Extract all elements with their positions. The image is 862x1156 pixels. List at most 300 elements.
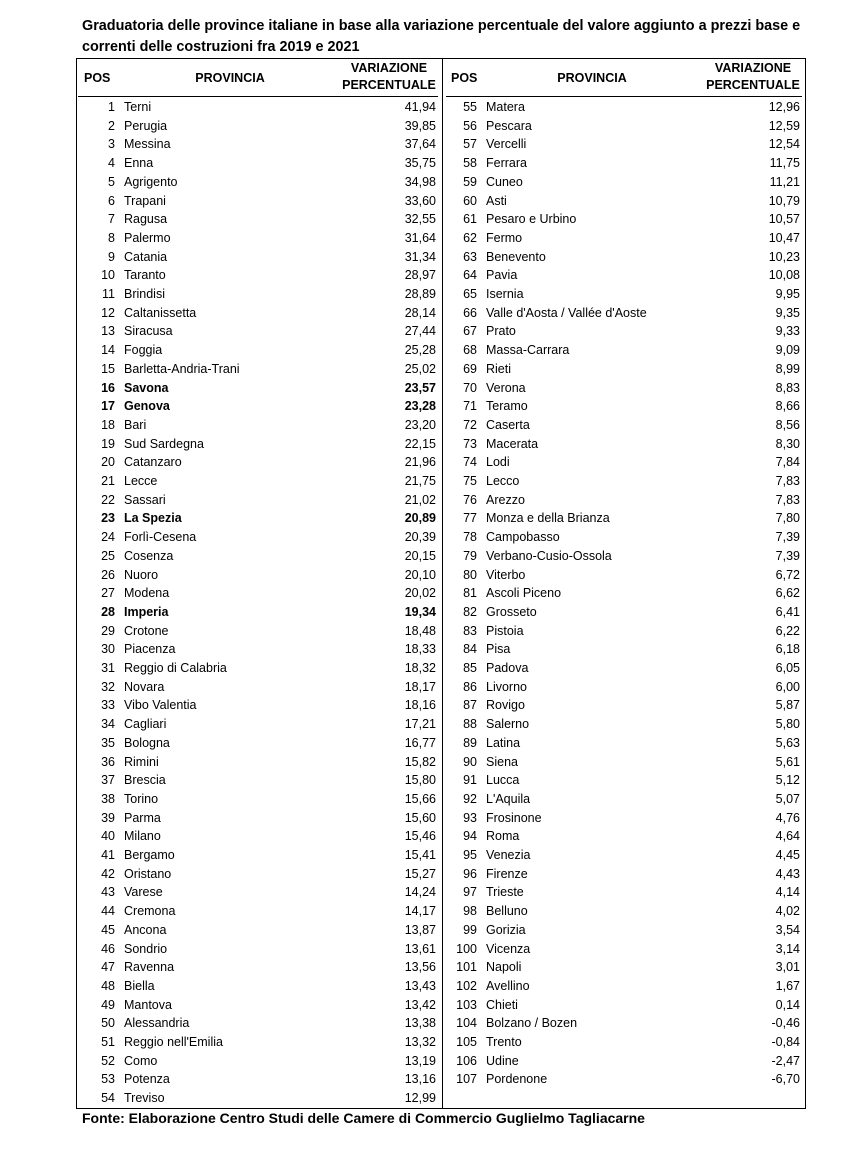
row-pos: 73: [463, 436, 477, 451]
row-pos: 25: [101, 548, 115, 563]
row-provincia: Torino: [124, 791, 159, 806]
table-row: [79, 603, 440, 622]
row-provincia: Catanzaro: [124, 455, 182, 470]
row-pos: 81: [463, 586, 477, 601]
table-row: [441, 210, 803, 229]
row-provincia: Lecco: [486, 474, 520, 488]
header-underline-left: [78, 96, 438, 97]
table-row: [79, 771, 440, 790]
row-variazione: 6,00: [775, 679, 800, 694]
row-pos: 64: [463, 268, 477, 283]
table-row: [441, 547, 803, 566]
row-variazione: 3,54: [775, 922, 800, 937]
row-variazione: 15,80: [404, 773, 436, 788]
row-provincia: Isernia: [486, 287, 524, 301]
table-row: [441, 809, 803, 828]
row-pos: 11: [102, 287, 115, 301]
row-variazione: 28,14: [404, 305, 436, 320]
row-provincia: Cremona: [124, 904, 176, 919]
row-pos: 22: [101, 492, 115, 507]
row-variazione: 7,80: [775, 511, 800, 526]
row-variazione: 13,42: [404, 997, 436, 1012]
table-row: [79, 117, 440, 136]
row-variazione: 19,34: [404, 604, 436, 619]
row-pos: 37: [101, 773, 115, 788]
row-provincia: Lecce: [124, 474, 158, 488]
row-pos: 75: [463, 474, 477, 488]
table-row: [79, 715, 440, 734]
table-row: [79, 266, 440, 285]
row-variazione: 20,15: [404, 548, 436, 563]
row-pos: 43: [101, 885, 115, 900]
row-variazione: 10,08: [768, 268, 800, 283]
row-variazione: 33,60: [404, 193, 436, 208]
table-row: [79, 192, 440, 211]
table-row: [441, 640, 803, 659]
row-provincia: Campobasso: [486, 530, 560, 545]
row-provincia: Como: [124, 1053, 158, 1068]
row-pos: 87: [463, 698, 477, 713]
row-provincia: Bolzano / Bozen: [486, 1016, 578, 1031]
row-pos: 92: [463, 791, 477, 806]
row-variazione: 11,21: [769, 174, 800, 189]
row-provincia: Udine: [486, 1053, 519, 1068]
header-provincia-right: PROVINCIA: [557, 71, 627, 85]
row-provincia: Crotone: [124, 623, 169, 638]
row-provincia: Ragusa: [124, 212, 168, 227]
row-provincia: Treviso: [124, 1091, 165, 1106]
row-pos: 102: [456, 978, 477, 993]
row-provincia: Gorizia: [486, 922, 526, 937]
table-row: [441, 472, 803, 491]
row-provincia: Foggia: [124, 343, 163, 358]
table-row: [441, 192, 803, 211]
row-pos: 8: [108, 230, 115, 245]
row-variazione: 4,43: [775, 866, 800, 881]
row-pos: 77: [463, 511, 477, 526]
table-row: [79, 154, 440, 173]
row-pos: 63: [463, 249, 477, 264]
row-provincia: Cosenza: [124, 548, 174, 563]
row-provincia: Livorno: [486, 679, 527, 694]
row-variazione: 5,07: [775, 791, 800, 806]
row-pos: 86: [463, 679, 477, 694]
table-row: [79, 622, 440, 641]
table-row: [441, 266, 803, 285]
row-pos: 6: [108, 193, 115, 208]
table-row: [79, 322, 440, 341]
row-provincia: Brindisi: [124, 287, 165, 301]
row-variazione: 23,28: [404, 399, 436, 414]
row-provincia: Vercelli: [486, 137, 527, 152]
table-row: [441, 341, 803, 360]
row-pos: 60: [463, 193, 477, 208]
row-pos: 16: [101, 380, 115, 395]
row-pos: 98: [463, 904, 477, 919]
header-variazione-line1: VARIAZIONE: [714, 61, 792, 75]
row-variazione: 6,72: [775, 567, 800, 582]
row-pos: 39: [101, 810, 115, 825]
row-pos: 53: [101, 1072, 115, 1087]
row-pos: 50: [101, 1016, 115, 1031]
row-provincia: Nuoro: [124, 567, 159, 582]
header-underline-right: [446, 96, 802, 97]
table-row: [79, 753, 440, 772]
row-variazione: 7,84: [775, 455, 800, 470]
row-pos: 107: [456, 1072, 477, 1087]
table-row: [79, 940, 440, 959]
table-row: [441, 379, 803, 398]
row-pos: 54: [101, 1091, 115, 1106]
row-variazione: 9,35: [775, 305, 800, 320]
row-variazione: 13,19: [404, 1053, 436, 1068]
row-variazione: 8,30: [775, 436, 800, 451]
row-pos: 83: [463, 623, 477, 638]
row-provincia: Piacenza: [124, 642, 176, 657]
row-variazione: 21,02: [404, 492, 436, 507]
row-provincia: Trapani: [124, 193, 166, 208]
row-variazione: 17,21: [404, 717, 436, 732]
table-row: [79, 659, 440, 678]
row-provincia: Teramo: [486, 399, 528, 414]
row-provincia: Terni: [124, 100, 152, 114]
row-variazione: 11,75: [769, 156, 800, 171]
row-provincia: Ancona: [124, 922, 167, 937]
row-variazione: 18,17: [404, 679, 436, 694]
table-row: [79, 379, 440, 398]
row-provincia: Taranto: [124, 268, 166, 283]
row-provincia: Oristano: [124, 866, 172, 881]
row-variazione: -6,70: [771, 1072, 800, 1087]
row-variazione: 4,64: [775, 829, 800, 844]
table-row: [79, 696, 440, 715]
row-variazione: 15,60: [404, 810, 436, 825]
row-variazione: 6,05: [775, 661, 800, 675]
table-row: [79, 883, 440, 902]
row-pos: 3: [108, 137, 115, 152]
row-variazione: 35,75: [404, 156, 436, 171]
row-variazione: 4,02: [775, 904, 800, 919]
row-provincia: Benevento: [486, 249, 546, 264]
row-provincia: Grosseto: [486, 604, 537, 619]
row-pos: 10: [101, 268, 115, 283]
row-provincia: Trento: [486, 1035, 522, 1049]
row-provincia: Padova: [486, 661, 529, 675]
table-row: [441, 154, 803, 173]
row-pos: 33: [101, 698, 115, 713]
row-pos: 79: [463, 548, 477, 563]
row-provincia: Reggio di Calabria: [124, 661, 227, 675]
table-row: [441, 734, 803, 753]
row-variazione: 15,82: [404, 754, 436, 769]
table-row: [79, 1089, 440, 1108]
table-row: [79, 135, 440, 154]
row-variazione: 6,18: [775, 642, 800, 657]
row-pos: 26: [101, 567, 115, 582]
row-variazione: 5,12: [775, 773, 800, 788]
table-row: [441, 248, 803, 267]
row-pos: 57: [463, 137, 477, 152]
table-row: [79, 640, 440, 659]
row-variazione: 15,27: [404, 866, 436, 881]
row-variazione: 20,89: [404, 511, 436, 526]
row-variazione: 18,48: [404, 623, 436, 638]
row-variazione: 7,39: [775, 530, 800, 545]
table-row: [79, 229, 440, 248]
row-provincia: Salerno: [486, 717, 530, 732]
row-pos: 35: [101, 735, 115, 750]
row-provincia: Viterbo: [486, 567, 526, 582]
row-provincia: Novara: [124, 679, 165, 694]
row-variazione: 6,62: [775, 586, 800, 601]
row-provincia: L'Aquila: [486, 791, 531, 806]
row-pos: 62: [463, 230, 477, 245]
row-pos: 2: [108, 118, 115, 133]
row-provincia: Frosinone: [486, 810, 542, 825]
table-row: [79, 977, 440, 996]
row-provincia: Enna: [124, 156, 154, 171]
row-provincia: Reggio nell'Emilia: [124, 1035, 223, 1049]
row-provincia: Pordenone: [486, 1072, 548, 1087]
row-provincia: Agrigento: [124, 174, 178, 189]
row-provincia: Asti: [486, 193, 507, 208]
table-row: [79, 98, 440, 117]
table-row: [79, 846, 440, 865]
row-provincia: Pesaro e Urbino: [486, 212, 577, 227]
table-row: [441, 715, 803, 734]
row-variazione: 5,80: [775, 717, 800, 732]
row-pos: 78: [463, 530, 477, 545]
row-pos: 89: [463, 735, 477, 750]
row-pos: 1: [108, 100, 115, 114]
table-row: [441, 921, 803, 940]
table-row: [441, 603, 803, 622]
row-pos: 82: [463, 604, 477, 619]
row-provincia: Vibo Valentia: [124, 698, 197, 713]
row-pos: 72: [463, 417, 477, 432]
row-variazione: 20,39: [404, 530, 436, 545]
row-provincia: Mantova: [124, 997, 172, 1012]
row-provincia: Perugia: [124, 118, 168, 133]
row-pos: 76: [463, 492, 477, 507]
table-row: [79, 528, 440, 547]
row-provincia: Napoli: [486, 960, 522, 975]
row-pos: 95: [463, 848, 477, 862]
table-row: [441, 1070, 803, 1089]
row-provincia: Pavia: [486, 268, 518, 283]
row-pos: 29: [101, 623, 115, 638]
row-pos: 27: [101, 586, 115, 601]
row-variazione: 21,96: [404, 455, 436, 470]
row-pos: 31: [101, 661, 115, 675]
row-variazione: 27,44: [404, 324, 436, 339]
row-pos: 13: [101, 324, 115, 339]
row-provincia: Arezzo: [486, 492, 525, 507]
row-pos: 71: [463, 399, 477, 414]
table-row: [441, 865, 803, 884]
row-variazione: 14,17: [404, 904, 436, 919]
row-provincia: Rovigo: [486, 698, 525, 713]
table-row: [79, 1052, 440, 1071]
row-variazione: 15,41: [404, 848, 436, 862]
table-row: [79, 1033, 440, 1052]
row-variazione: 6,22: [775, 623, 800, 638]
table-row: [79, 921, 440, 940]
row-provincia: Siena: [486, 754, 518, 769]
table-row: [441, 117, 803, 136]
row-pos: 15: [101, 361, 115, 376]
row-provincia: Alessandria: [124, 1016, 190, 1031]
row-variazione: 13,56: [404, 960, 436, 975]
row-variazione: 12,59: [768, 118, 800, 133]
row-variazione: 10,57: [768, 212, 800, 227]
table-row: [79, 566, 440, 585]
row-variazione: 13,38: [404, 1016, 436, 1031]
row-provincia: Catania: [124, 249, 168, 264]
row-pos: 96: [463, 866, 477, 881]
row-variazione: 18,16: [404, 698, 436, 713]
row-pos: 70: [463, 380, 477, 395]
row-pos: 74: [463, 455, 477, 470]
row-provincia: Ferrara: [486, 156, 527, 171]
row-provincia: Siracusa: [124, 324, 173, 339]
table-row: [79, 902, 440, 921]
row-provincia: Verona: [486, 380, 526, 395]
row-pos: 20: [101, 455, 115, 470]
table-row: [79, 435, 440, 454]
row-provincia: Matera: [486, 100, 525, 114]
row-variazione: 23,57: [404, 380, 436, 395]
table-row: [441, 790, 803, 809]
row-pos: 40: [101, 829, 115, 844]
table-row: [79, 173, 440, 192]
table-row: [441, 98, 803, 117]
row-pos: 30: [101, 642, 115, 657]
table-row: [441, 883, 803, 902]
row-variazione: 5,63: [775, 735, 800, 750]
row-pos: 65: [463, 287, 477, 301]
table-row: [79, 360, 440, 379]
row-provincia: Cagliari: [124, 717, 167, 732]
table-row: [441, 528, 803, 547]
row-variazione: 12,96: [768, 100, 800, 114]
table-row: [79, 285, 440, 304]
row-variazione: 12,54: [768, 137, 800, 152]
row-variazione: 8,56: [775, 417, 800, 432]
header-variazione-right: [702, 60, 804, 94]
table-row: [441, 509, 803, 528]
row-provincia: Chieti: [486, 997, 518, 1012]
table-row: [79, 678, 440, 697]
row-provincia: Lucca: [486, 773, 520, 788]
table-row: [79, 472, 440, 491]
row-pos: 67: [463, 324, 477, 339]
row-pos: 5: [108, 174, 115, 189]
row-pos: 94: [463, 829, 477, 844]
row-pos: 66: [463, 305, 477, 320]
row-variazione: 4,45: [775, 848, 800, 862]
row-pos: 55: [463, 100, 477, 114]
row-pos: 21: [101, 474, 115, 488]
row-provincia: Palermo: [124, 230, 171, 245]
table-row: [79, 509, 440, 528]
row-provincia: Imperia: [124, 604, 169, 619]
row-provincia: Rieti: [486, 361, 512, 376]
row-pos: 90: [463, 754, 477, 769]
row-variazione: 0,14: [775, 997, 800, 1012]
row-provincia: Prato: [486, 324, 516, 339]
row-variazione: 21,75: [404, 474, 436, 488]
table-row: [79, 1014, 440, 1033]
row-pos: 34: [101, 717, 115, 732]
row-variazione: 6,41: [775, 604, 800, 619]
row-variazione: 7,83: [775, 474, 800, 488]
header-pos-left: POS: [84, 71, 111, 85]
table-row: [441, 322, 803, 341]
table-row: [441, 173, 803, 192]
row-variazione: 14,24: [404, 885, 436, 900]
row-pos: 99: [463, 922, 477, 937]
row-pos: 32: [101, 679, 115, 694]
row-pos: 14: [101, 343, 115, 358]
row-variazione: 10,79: [768, 193, 800, 208]
row-variazione: 18,32: [404, 661, 436, 675]
row-pos: 38: [101, 791, 115, 806]
row-variazione: 13,87: [404, 922, 436, 937]
row-provincia: La Spezia: [124, 511, 182, 526]
row-pos: 19: [101, 436, 115, 451]
row-pos: 23: [101, 511, 115, 526]
table-row: [441, 696, 803, 715]
table-row: [441, 360, 803, 379]
table-row: [441, 827, 803, 846]
row-provincia: Belluno: [486, 904, 528, 919]
table-row: [79, 453, 440, 472]
row-provincia: Vicenza: [486, 941, 531, 956]
row-pos: 88: [463, 717, 477, 732]
row-pos: 80: [463, 567, 477, 582]
row-variazione: 1,67: [775, 978, 800, 993]
row-variazione: 31,34: [404, 249, 436, 264]
table-row: [79, 827, 440, 846]
row-provincia: Sondrio: [124, 941, 168, 956]
row-variazione: 10,23: [768, 249, 800, 264]
header-variazione-left: [338, 60, 440, 94]
table-row: [441, 566, 803, 585]
row-provincia: Rimini: [124, 754, 159, 769]
row-provincia: Barletta-Andria-Trani: [124, 361, 240, 376]
table-row: [79, 958, 440, 977]
row-pos: 44: [101, 904, 115, 919]
row-variazione: 22,15: [404, 436, 436, 451]
row-variazione: 15,46: [404, 829, 436, 844]
table-row: [441, 584, 803, 603]
row-variazione: 32,55: [404, 212, 436, 227]
row-pos: 97: [463, 885, 477, 900]
row-variazione: 4,76: [775, 810, 800, 825]
row-variazione: 9,95: [775, 287, 800, 301]
row-variazione: -2,47: [771, 1053, 800, 1068]
row-pos: 56: [463, 118, 477, 133]
table-row: [79, 397, 440, 416]
row-pos: 47: [101, 960, 115, 975]
row-variazione: 18,33: [404, 642, 436, 657]
row-variazione: 8,66: [775, 399, 800, 414]
table-row: [79, 547, 440, 566]
row-pos: 58: [463, 156, 477, 171]
row-variazione: -0,46: [771, 1016, 800, 1031]
row-provincia: Bari: [124, 417, 147, 432]
